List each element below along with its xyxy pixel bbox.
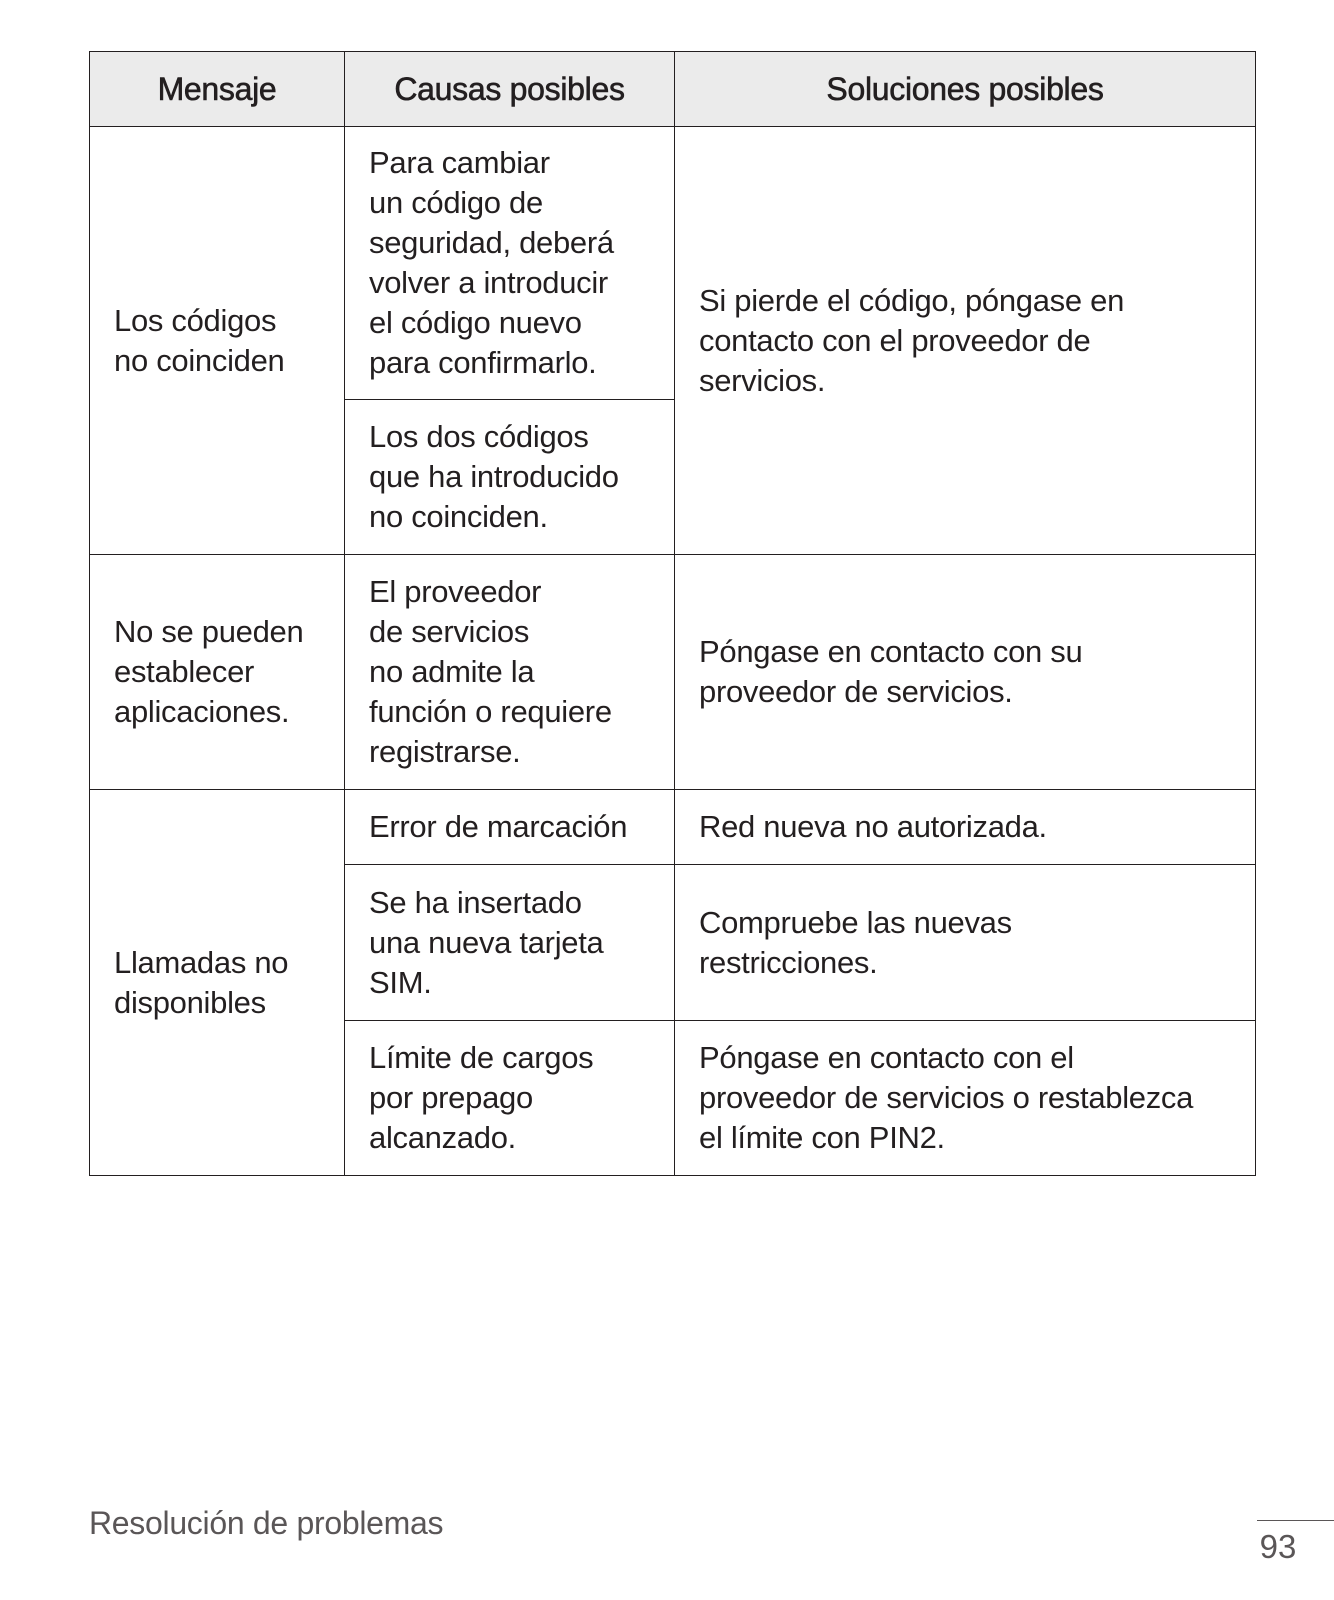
page-number-rule	[1257, 1520, 1334, 1521]
message-cell: Los códigos no coinciden	[90, 127, 345, 555]
solution-cell: Compruebe las nuevas restricciones.	[675, 865, 1256, 1021]
page-number: 93	[1259, 1528, 1297, 1565]
message-cell: Llamadas no disponibles	[90, 790, 345, 1176]
table-row	[90, 127, 1256, 400]
troubleshooting-table	[89, 51, 1256, 1176]
message-cell: No se pueden establecer aplicaciones.	[90, 555, 345, 790]
header-message: Mensaje	[90, 52, 345, 127]
cause-cell: Error de marcación	[345, 790, 675, 865]
cause-cell: Para cambiar un código de seguridad, deberá volver a introducir el código nuevo para confirmarlo.	[345, 127, 675, 400]
cause-cell: Límite de cargos por prepago alcanzado.	[345, 1021, 675, 1176]
solution-cell: Póngase en contacto con su proveedor de servicios.	[675, 555, 1256, 790]
footer-section-title: Resolución de problemas	[89, 1505, 444, 1541]
table-row	[90, 555, 1256, 790]
solution-cell: Si pierde el código, póngase en contacto con el proveedor de servicios.	[675, 127, 1256, 555]
header-causes: Causas posibles	[345, 52, 675, 127]
cause-cell: Los dos códigos que ha introducido no coinciden.	[345, 400, 675, 555]
solution-cell: Red nueva no autorizada.	[675, 790, 1256, 865]
table-header-row	[90, 52, 1256, 127]
solution-cell: Póngase en contacto con el proveedor de servicios o restablezca el límite con PIN2.	[675, 1021, 1256, 1176]
cause-cell: Se ha insertado una nueva tarjeta SIM.	[345, 865, 675, 1021]
table-row	[90, 790, 1256, 865]
cause-cell: El proveedor de servicios no admite la función o requiere registrarse.	[345, 555, 675, 790]
header-solutions: Soluciones posibles	[675, 52, 1256, 127]
